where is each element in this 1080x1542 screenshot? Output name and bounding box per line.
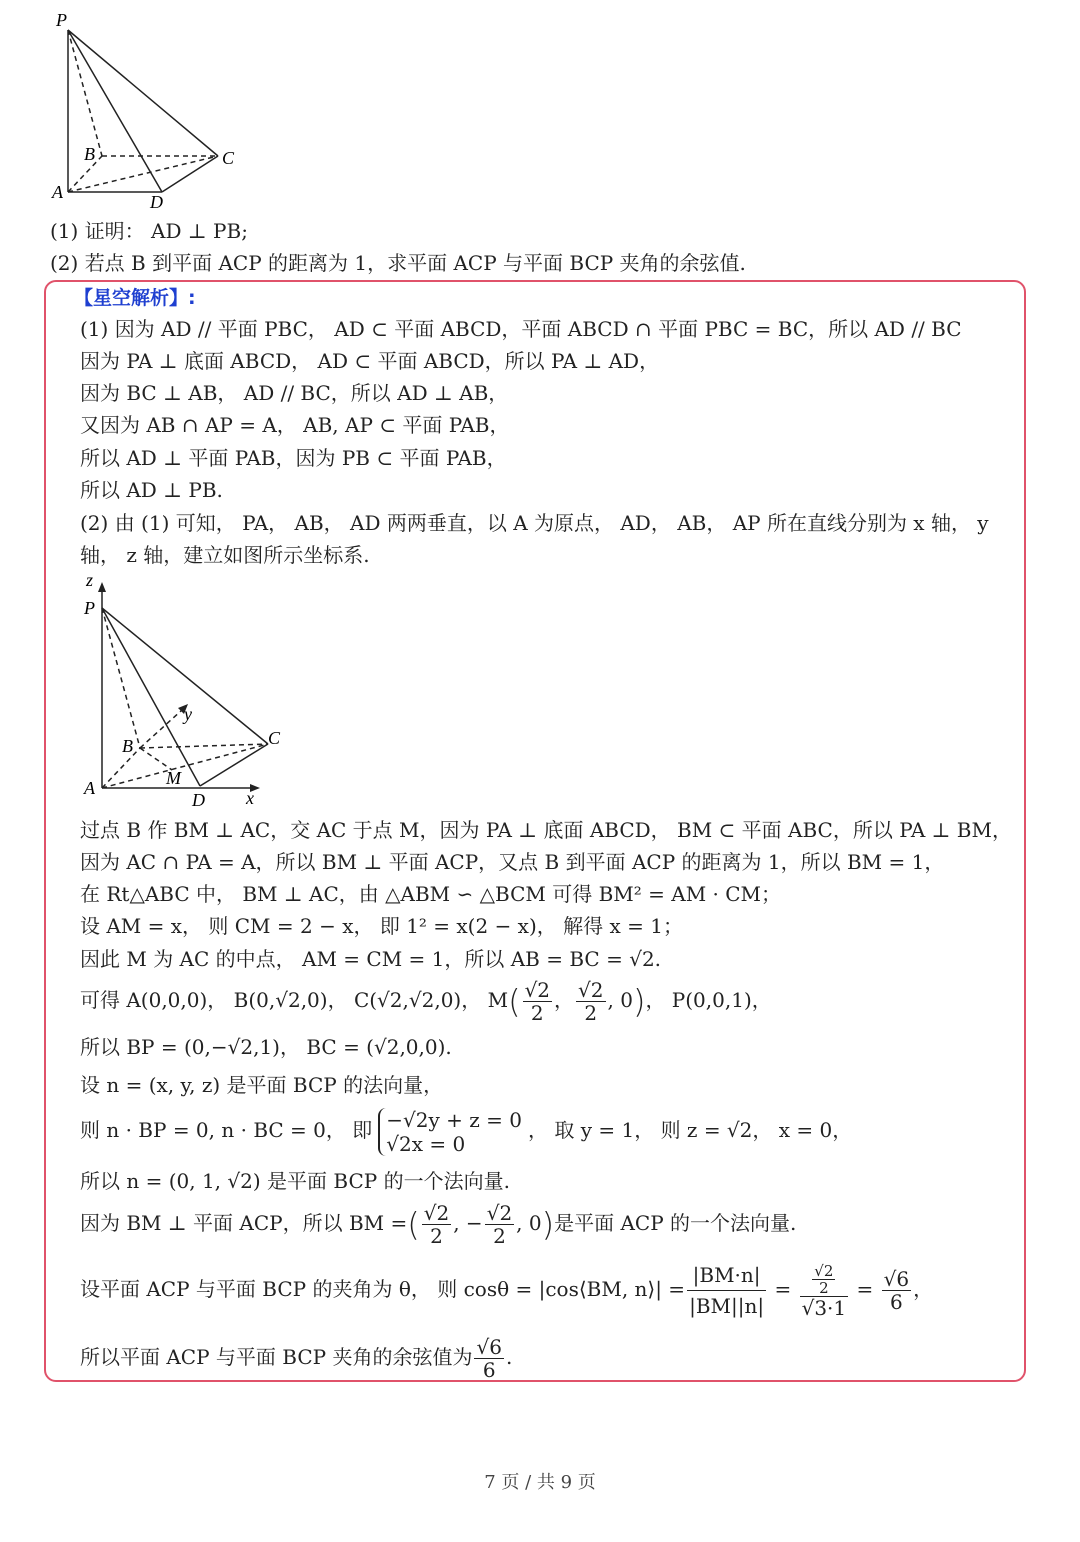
solution-line-10: 因为 AC ∩ PA = A，所以 BM ⊥ 平面 ACP，又点 B 到平面 ACP 的距离为 1，所以 BM = 1， [80, 850, 945, 874]
fig2-label-A: A [84, 778, 95, 798]
solution-line-13: 因此 M 为 AC 的中点， AM = CM = 1，所以 AB = BC = √2. [80, 947, 662, 971]
solution-line-1: (1) 因为 AD // 平面 PBC， AD ⊂ 平面 ABCD，平面 ABCD ∩ 平面 PBC = BC，所以 AD // BC [80, 317, 962, 341]
solution-line-12: 设 AM = x， 则 CM = 2 − x， 即 1² = x(2 − x)， 解得 x = 1； [80, 914, 683, 938]
solution-line-21: 所以平面 ACP 与平面 BCP 夹角的余弦值为 $\frac{√6}{6}$ . [80, 1335, 513, 1382]
fig2-label-y: y [184, 704, 192, 724]
fig1-label-C: C [222, 148, 235, 168]
pyramid-figure-top [46, 10, 256, 210]
solution-line-2: 因为 PA ⊥ 底面 ABCD， AD ⊂ 平面 ABCD，所以 PA ⊥ AD， [80, 349, 660, 373]
question-part-1: (1) 证明： AD ⊥ PB; [50, 219, 248, 243]
solution-line-9: 过点 B 作 BM ⊥ AC，交 AC 于点 M，因为 PA ⊥ 底面 ABCD， BM ⊂ 平面 ABC，所以 PA ⊥ BM， [80, 818, 1012, 842]
solution-line-3: 因为 BC ⊥ AB， AD // BC，所以 AD ⊥ AB， [80, 381, 509, 405]
fig2-label-B: B [122, 736, 133, 756]
fig2-label-P: P [84, 598, 95, 618]
solution-line-8: 轴， z 轴，建立如图所示坐标系. [80, 543, 370, 567]
fig1-label-D: D [150, 192, 163, 210]
solution-line-18: 所以 n = (0, 1, √2) 是平面 BCP 的一个法向量. [80, 1169, 510, 1193]
solution-header: 【星空解析】: [74, 287, 196, 309]
solution-line-14: 可得 A(0,0,0)， B(0,√2,0)， C(√2,√2,0)， M( $\frac{√2}{2}$ ， $\frac{√2}{2}$ , 0)， P(0,0,1)， [80, 978, 772, 1025]
solution-line-11: 在 Rt△ABC 中， BM ⊥ AC，由 △ABM ∽ △BCM 可得 BM² = AM · CM； [80, 882, 782, 906]
solution-line-6: 所以 AD ⊥ PB. [80, 478, 223, 502]
equation-system: −√2y + z = 0 √2x = 0 [378, 1108, 522, 1156]
question-part-2: (2) 若点 B 到平面 ACP 的距离为 1，求平面 ACP 与平面 BCP 夹角的余弦值. [50, 251, 746, 275]
solution-line-5: 所以 AD ⊥ 平面 PAB，因为 PB ⊂ 平面 PAB， [80, 446, 507, 470]
solution-line-19: 因为 BM ⊥ 平面 ACP，所以 BM =( $\frac{√2}{2}$ , − $\frac{√2}{2}$ , 0)是平面 ACP 的一个法向量. [80, 1201, 797, 1248]
solution-line-20: 设平面 ACP 与平面 BCP 的夹角为 θ， 则 cosθ = |cos⟨BM, n⟩| = $\frac{|BM\cdot n|}{|BM||n|}$ = $\frac{\frac{√2}{2}}{√3\cdot 1}$ = $\frac{√6}{6}$ ， [80, 1261, 934, 1320]
fig2-label-M: M [166, 768, 181, 788]
frac-r2-over-2-a: $\frac{√2}{2}$ [524, 978, 551, 1025]
solution-line-17: 则 n · BP = 0, n · BC = 0， 即 −√2y + z = 0 √2x = 0 ， 取 y = 1， 则 z = √2， x = 0， [80, 1107, 853, 1156]
fig1-label-A: A [52, 182, 63, 202]
solution-line-16: 设 n = (x, y, z) 是平面 BCP 的法向量， [80, 1073, 444, 1097]
fig2-label-D: D [192, 790, 205, 810]
fig2-label-z: z [86, 570, 94, 590]
fig1-label-B: B [84, 144, 95, 164]
page-footer: 7 页 / 共 9 页 [484, 1472, 596, 1493]
fig2-label-C: C [268, 728, 281, 748]
solution-line-7: (2) 由 (1) 可知， PA， AB， AD 两两垂直，以 A 为原点， AD， AB， AP 所在直线分别为 x 轴， y [80, 511, 989, 535]
solution-line-4: 又因为 AB ∩ AP = A， AB, AP ⊂ 平面 PAB， [80, 413, 510, 437]
fig2-label-x: x [246, 788, 254, 808]
fig1-label-P: P [56, 10, 67, 30]
frac-r2-over-2-b: $\frac{√2}{2}$ [578, 978, 604, 1025]
coordinate-pyramid-figure [76, 570, 306, 810]
solution-line-15: 所以 BP = (0,−√2,1)， BC = (√2,0,0). [80, 1035, 452, 1059]
